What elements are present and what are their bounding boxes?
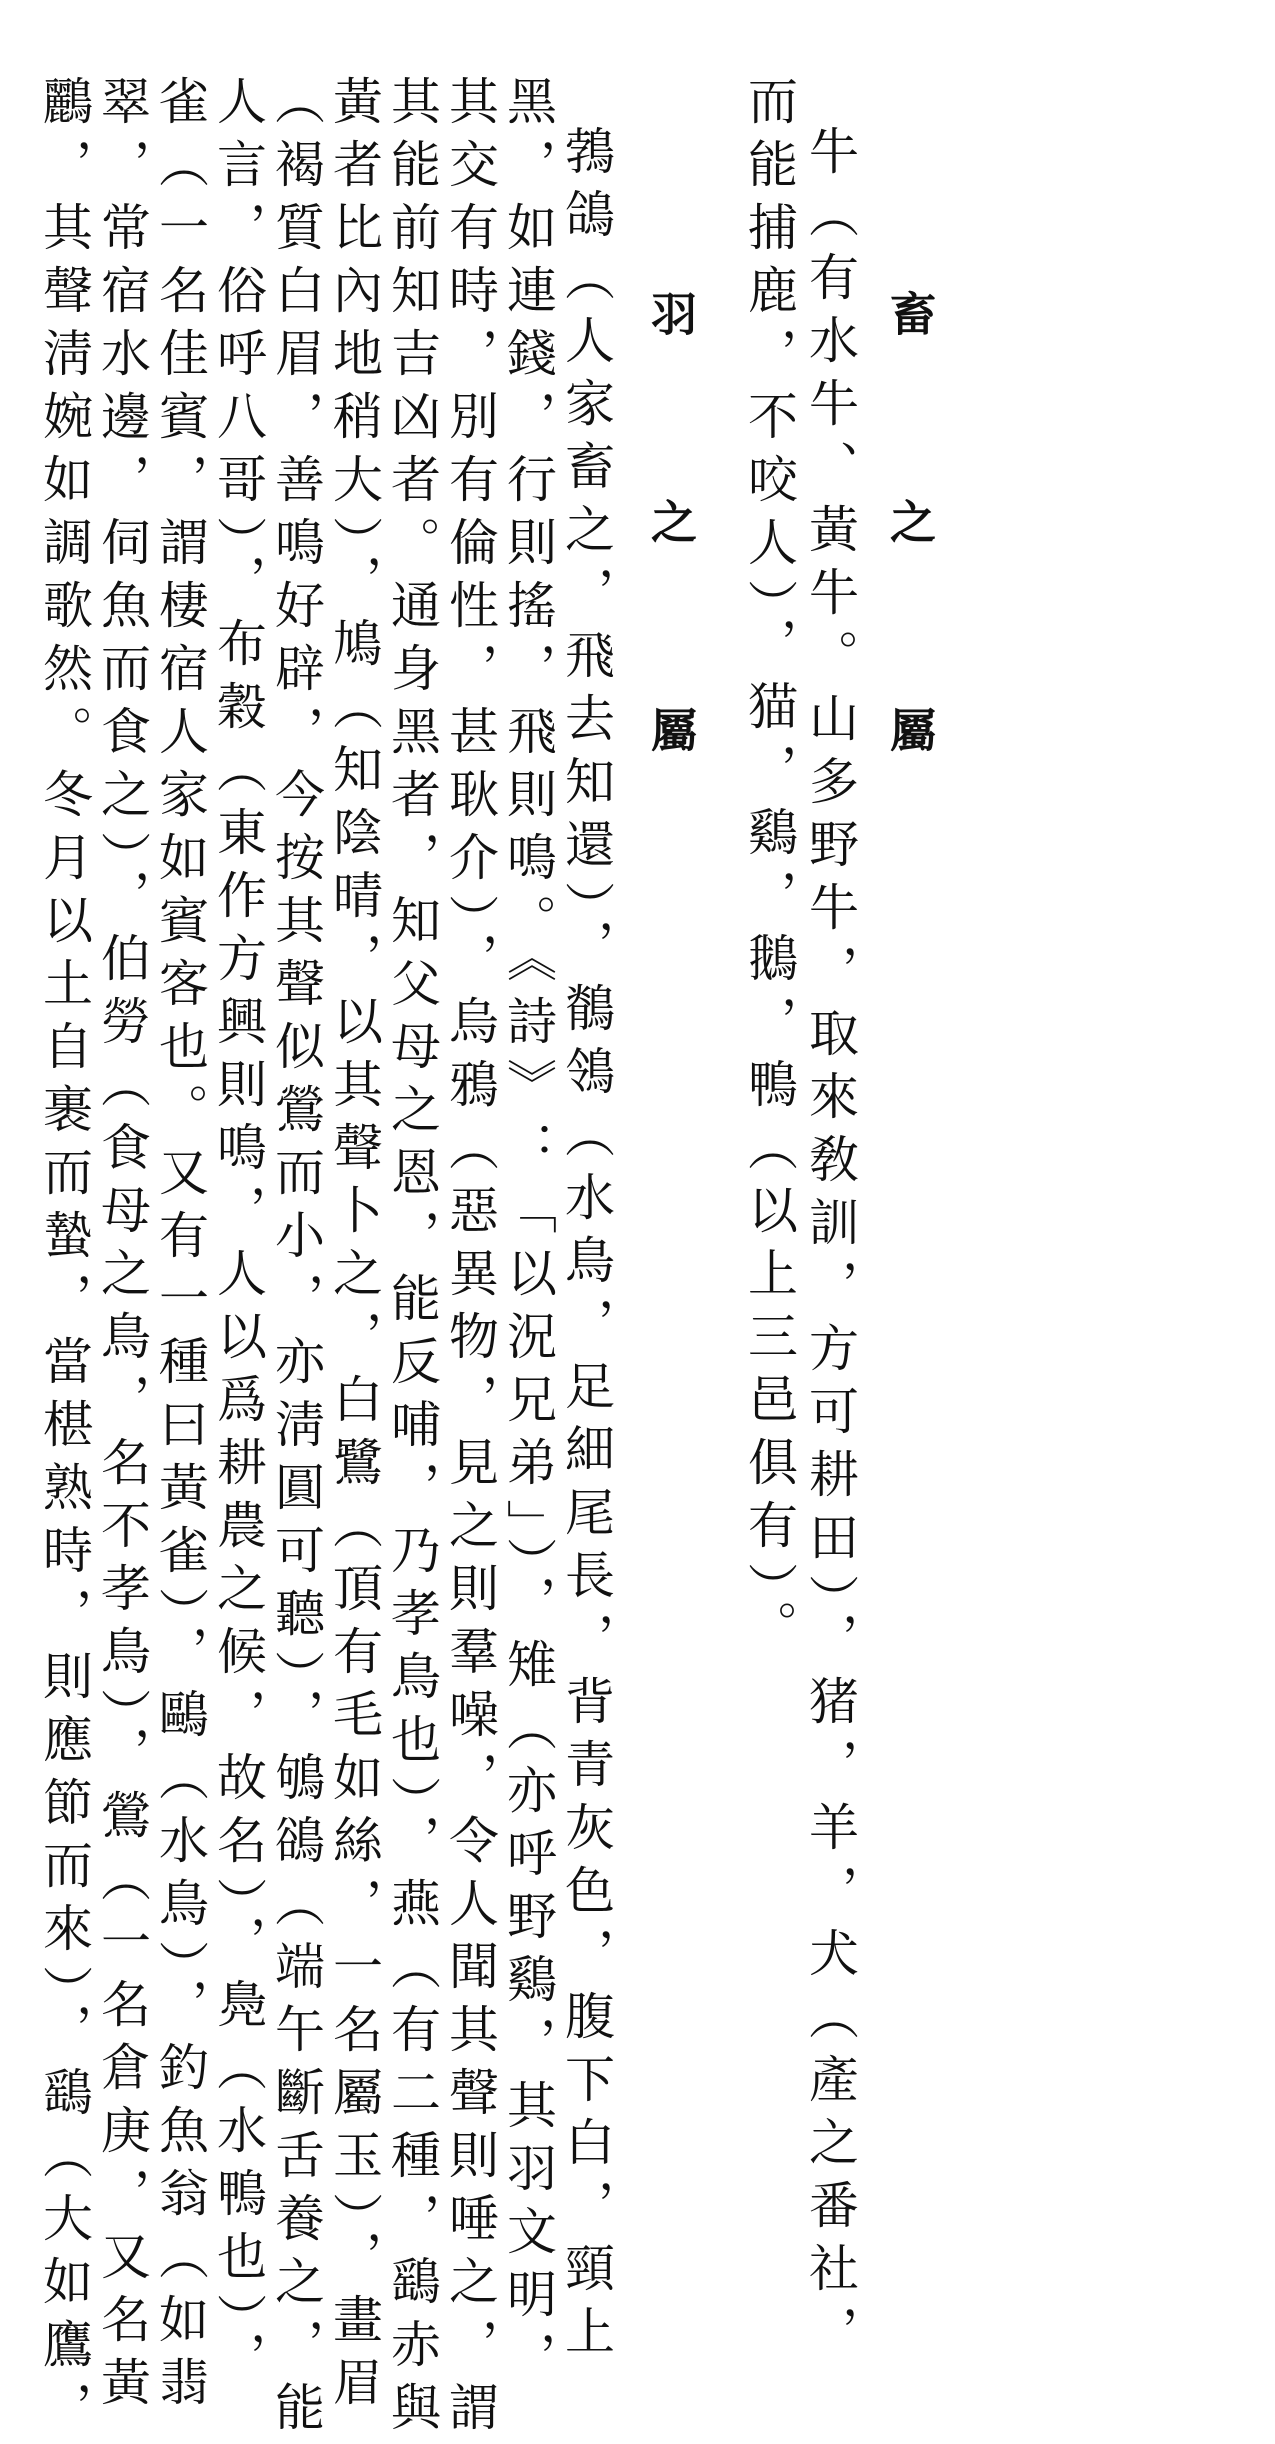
text-column: 黃者比內地稍大），鳩（知陰晴，以其聲卜之，白鷺（頂有毛如絲，一名屬玉），畫眉 <box>325 75 383 2419</box>
text-column: 黑，如連錢，行則搖，飛則鳴。《詩》：「以況兄弟」），雉（亦呼野鷄，其羽文明， <box>499 75 557 2394</box>
text-column: 而能捕鹿，不咬人），猫，鷄，鵝，鴨（以上三邑俱有）。 <box>740 75 798 1663</box>
text-column: 雀（一名佳賓，謂棲宿人家如賓客也。又有一種曰黃雀），鷗（水鳥），釣魚翁（如翡 <box>151 75 209 2419</box>
text-column: 鵓鴿（人家畜之，飛去知還），鶺鴒（水鳥，足細尾長，背青灰色，腹下白，頸上 <box>557 125 615 2368</box>
birds-heading: 羽 之 屬 <box>644 290 698 810</box>
text-column: 翠，常宿水邊，伺魚而食之），伯勞（食母之鳥，名不孝鳥），鶯（一名倉庚，又名黃 <box>93 75 151 2419</box>
text-column: 其能前知吉凶者。通身黑者，知父母之恩，能反哺，乃孝鳥也），燕（有二種，鷂赤與 <box>383 75 441 2444</box>
text-column: 其交有時，別有倫性，甚耿介），烏鴉（惡異物，見之則羣噪，令人聞其聲則唾之，謂 <box>441 75 499 2444</box>
text-column: 牛（有水牛、黃牛。山多野牛，取來敎訓，方可耕田），猪，羊，犬（產之番社， <box>801 125 859 2368</box>
text-column: 人言，俗呼八哥），布穀（東作方興則鳴，人以爲耕農之候，故名），鳧（水鴨也）， <box>209 75 267 2394</box>
text-column: （褐質白眉，善鳴好辟，今按其聲似鶯而小，亦淸圓可聽），鴝鵒（端午斷舌養之，能 <box>267 75 325 2444</box>
livestock-heading: 畜 之 屬 <box>883 290 937 810</box>
text-column: 鸝，其聲淸婉如調歌然。冬月以土自裹而蟄，當椹熟時，則應節而來），鷂（大如鷹， <box>35 75 93 2444</box>
